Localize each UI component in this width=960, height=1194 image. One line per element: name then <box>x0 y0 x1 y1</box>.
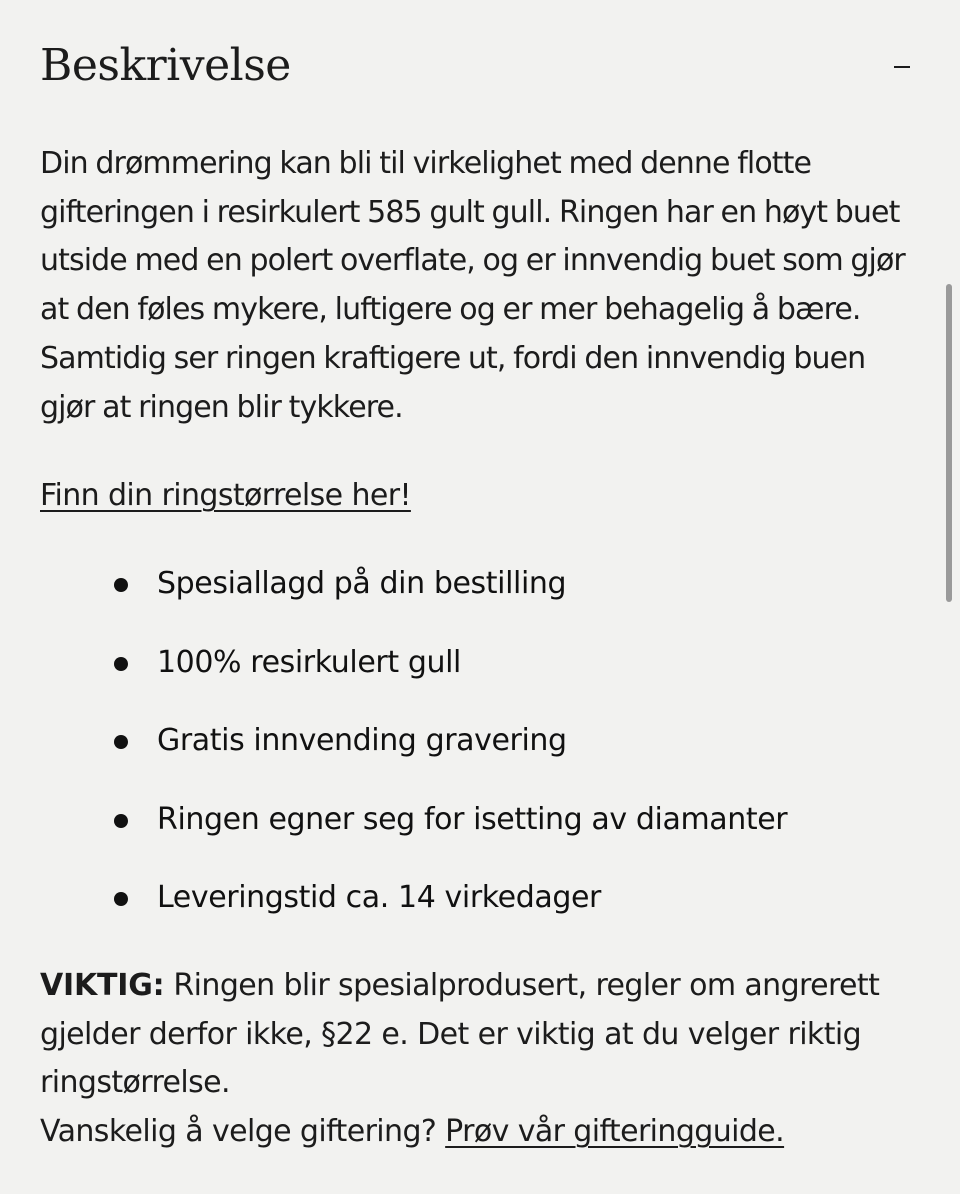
feature-text: Leveringstid ca. 14 virkedager <box>157 880 601 915</box>
product-description: Din drømmering kan bli til virkelighet med denne flotte gifteringen i resirkulert 585 gult gull. Ringen har en høyt buet utside med en polert overflate, og er innvendig buet som gjør at den føles mykere, luftigere og er mer behagelig å bære. Samtidig ser ringen kraftigere ut, fordi den innvendig buen gjør at ringen blir tykkere. <box>40 146 905 425</box>
notice-label: VIKTIG: <box>40 968 165 1003</box>
ring-guide-link[interactable]: Prøv vår gifteringguide. <box>445 1114 785 1149</box>
list-item <box>40 874 787 953</box>
notice-text: Ringen blir spesialprodusert, regler om angrerett gjelder derfor ikke, §22 e. Det er viktig at du velger riktig ringstørrelse. <box>40 968 880 1101</box>
bullet-icon <box>114 735 128 749</box>
guide-prompt-text: Vanskelig å velge giftering? <box>40 1114 446 1149</box>
list-item <box>40 717 787 796</box>
feature-text: Ringen egner seg for isetting av diamanter <box>157 801 788 837</box>
list-item <box>40 639 787 718</box>
guide-prompt <box>40 1108 784 1156</box>
collapse-button[interactable] <box>886 48 920 82</box>
bullet-icon <box>114 578 128 592</box>
feature-list <box>40 560 787 953</box>
scrollbar[interactable] <box>946 284 952 602</box>
ring-size-link[interactable]: Finn din ringstørrelse her! <box>40 478 411 513</box>
bullet-icon <box>114 814 128 828</box>
important-notice <box>40 962 920 1108</box>
list-item <box>40 560 787 639</box>
feature-text: Spesiallagd på din bestilling <box>157 566 567 601</box>
bullet-icon <box>114 892 128 906</box>
minus-icon <box>894 66 910 68</box>
feature-text: Gratis innvending gravering <box>157 723 567 758</box>
accordion-header[interactable] <box>40 34 920 98</box>
bullet-icon <box>114 657 128 671</box>
list-item <box>40 796 787 875</box>
feature-text: 100% resirkulert gull <box>157 644 461 680</box>
section-title: Beskrivelse <box>40 40 291 91</box>
